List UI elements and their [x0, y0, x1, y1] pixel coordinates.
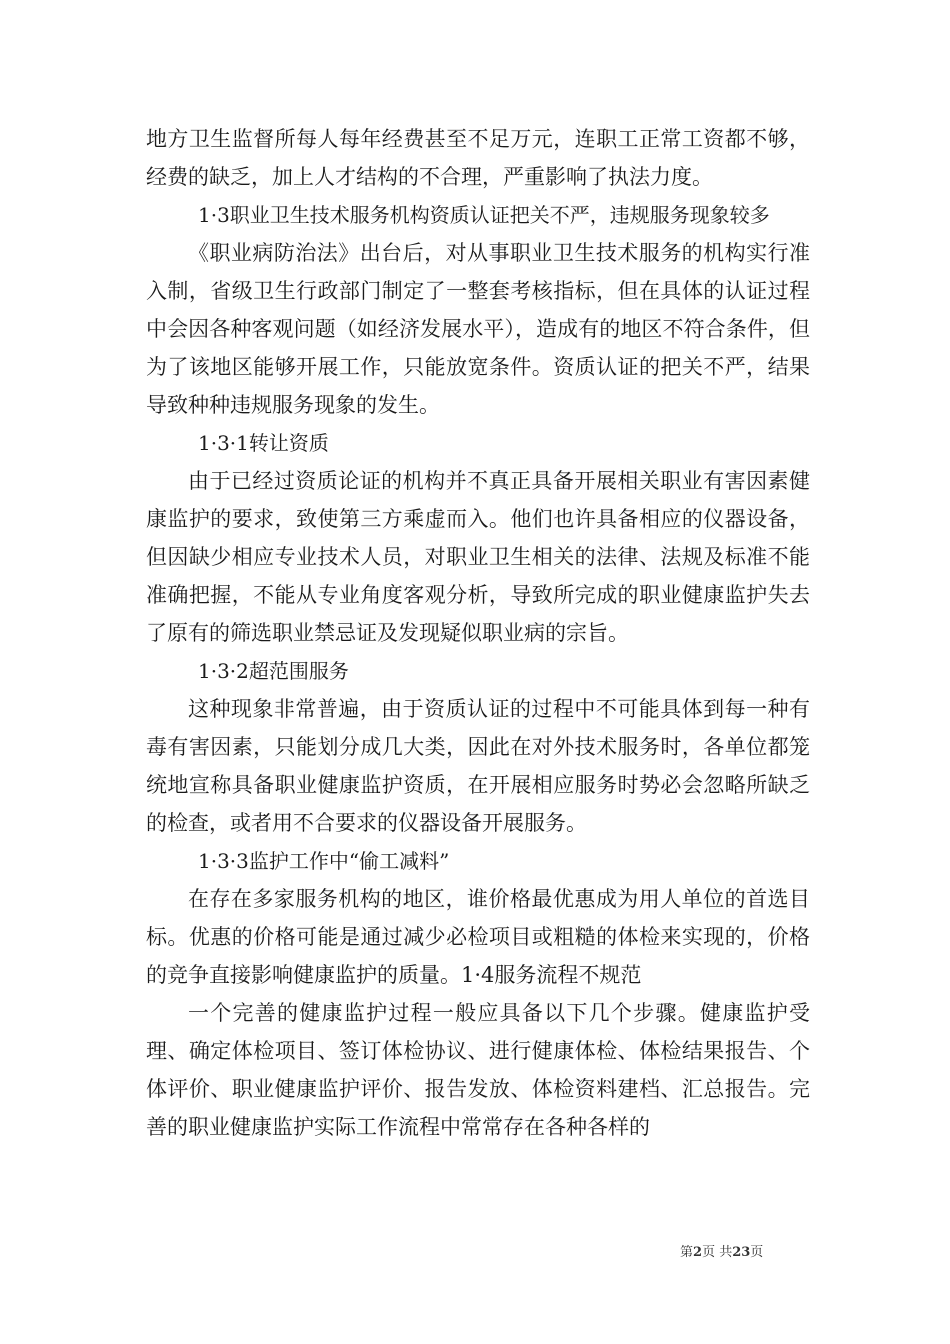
section-heading-1-3-3: 1·3·3监护工作中“偷工减料”: [198, 849, 450, 873]
body-paragraph-6: 一个完善的健康监护过程一般应具备以下几个步骤。健康监护受理、确定体检项目、签订体检协议、进行健康体检、体检结果报告、个体评价、职业健康监护评价、报告发放、体检资料建档、汇总报告。完善的职业健康监护实际工作流程中常常存在各种各样的: [146, 1001, 810, 1139]
page-number-footer: [680, 1244, 763, 1262]
document-body: [146, 120, 810, 1146]
body-paragraph-5: 在存在多家服务机构的地区，谁价格最优惠成为用人单位的首选目标。优惠的价格可能是通过减少必检项目或粗糙的体检来实现的，价格的竞争直接影响健康监护的质量。1·4服务流程不规范: [146, 887, 810, 987]
footer-current-page: 2: [693, 1245, 703, 1260]
footer-suffix: 页: [750, 1245, 764, 1260]
section-heading-1-3: 1·3职业卫生技术服务机构资质认证把关不严，违规服务现象较多: [198, 203, 770, 227]
body-paragraph-4: 这种现象非常普遍，由于资质认证的过程中不可能具体到每一种有毒有害因素，只能划分成几大类，因此在对外技术服务时，各单位都笼统地宣称具备职业健康监护资质，在开展相应服务时势必会忽略所缺乏的检查，或者用不合要求的仪器设备开展服务。: [146, 697, 810, 835]
body-paragraph-3: 由于已经过资质论证的机构并不真正具备开展相关职业有害因素健康监护的要求，致使第三方乘虚而入。他们也许具备相应的仪器设备，但因缺少相应专业技术人员，对职业卫生相关的法律、法规及标准不能准确把握，不能从专业角度客观分析，导致所完成的职业健康监护失去了原有的筛选职业禁忌证及发现疑似职业病的宗旨。: [146, 469, 810, 645]
footer-prefix: 第: [680, 1245, 694, 1260]
body-paragraph-2: 《职业病防治法》出台后，对从事职业卫生技术服务的机构实行准入制，省级卫生行政部门制定了一整套考核指标，但在具体的认证过程中会因各种客观问题（如经济发展水平），造成有的地区不符合条件，但为了该地区能够开展工作，只能放宽条件。资质认证的把关不严，结果导致种种违规服务现象的发生。: [146, 241, 810, 417]
footer-middle: 页 共: [702, 1245, 733, 1260]
footer-total-pages: 23: [732, 1245, 751, 1260]
section-heading-1-3-1: 1·3·1转让资质: [198, 431, 329, 455]
section-heading-1-3-2: 1·3·2超范围服务: [198, 659, 349, 683]
body-paragraph-1: 地方卫生监督所每人每年经费甚至不足万元，连职工正常工资都不够，经费的缺乏，加上人才结构的不合理，严重影响了执法力度。: [146, 127, 810, 189]
